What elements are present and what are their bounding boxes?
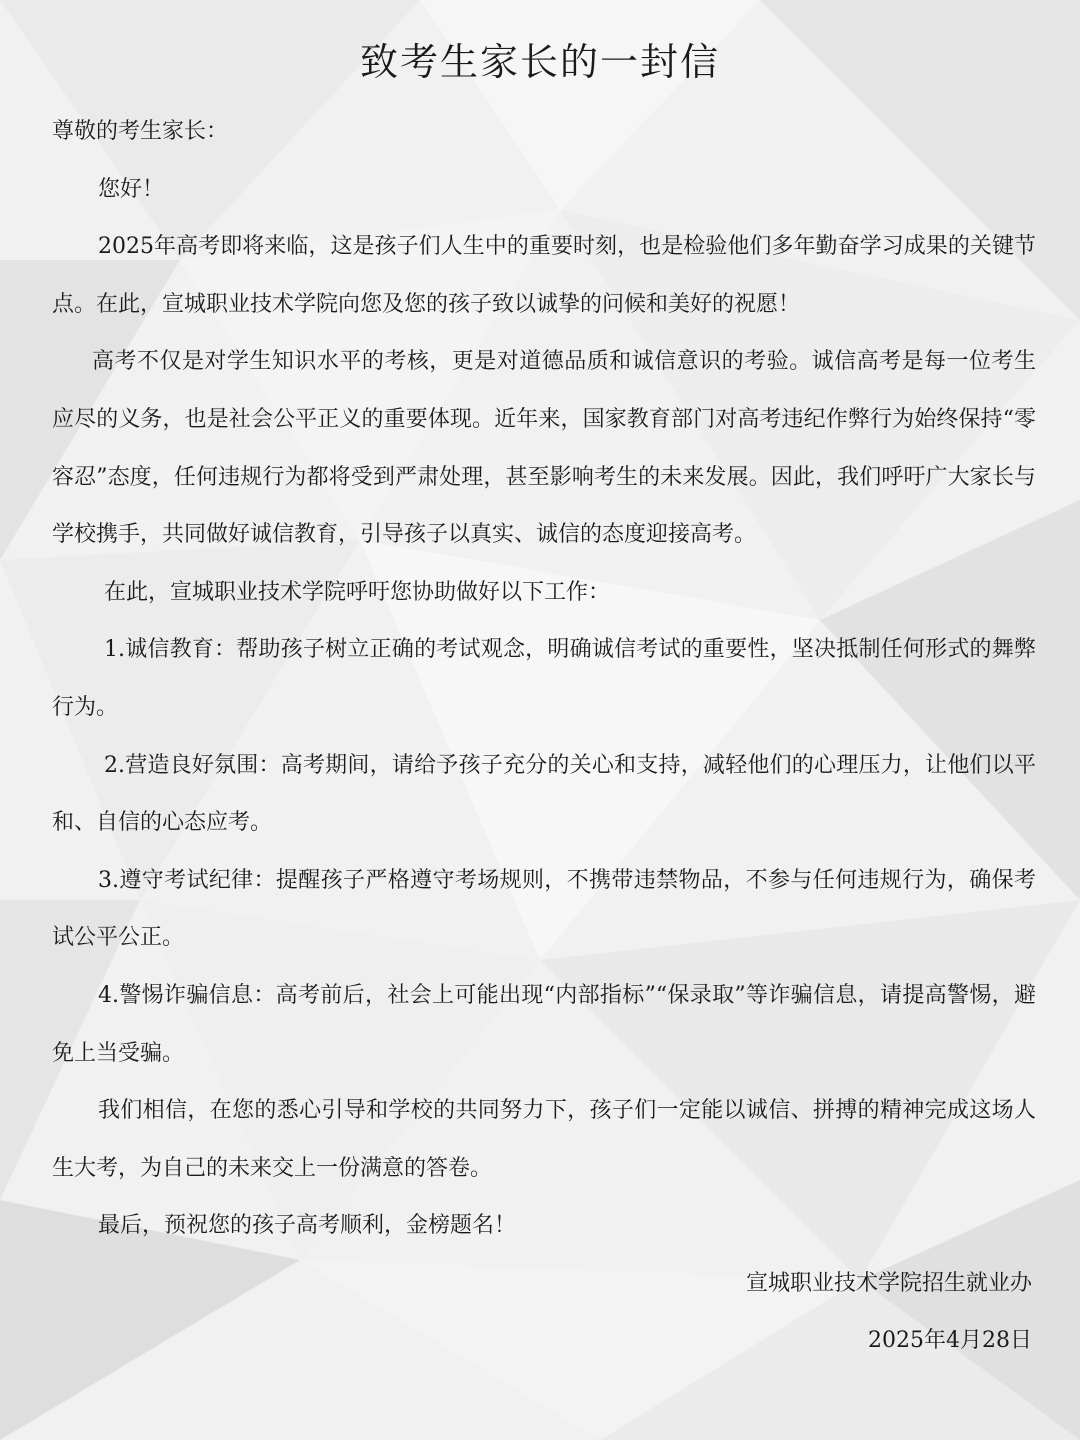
list-item-3: 3.遵守考试纪律：提醒孩子严格遵守考场规则，不携带违禁物品，不参与任何违规行为，确保考试公平公正。 <box>52 867 1036 951</box>
list-item-1: 1.诚信教育：帮助孩子树立正确的考试观念，明确诚信考试的重要性，坚决抵制任何形式的舞弊行为。 <box>52 637 1036 720</box>
paragraph-integrity: 高考不仅是对学生知识水平的考核，更是对道德品质和诚信意识的考验。诚信高考是每一位考生应尽的义务，也是社会公平正义的重要体现。近年来，国家教育部门对高考违纪作弊行为始终保持“零容忍”态度，任何违规行为都将受到严肃处理，甚至影响考生的未来发展。因此，我们呼吁广大家长与学校携手，共同做好诚信教育，引导孩子以真实、诚信的态度迎接高考。 <box>52 349 1036 548</box>
paragraph-request: 在此，宣城职业技术学院呼吁您协助做好以下工作： <box>104 579 611 605</box>
signature: 宣城职业技术学院招生就业办 <box>745 1270 1032 1296</box>
paragraph-intro: 2025年高考即将来临，这是孩子们人生中的重要时刻，也是检验他们多年勤奋学习成果的关键节点。在此，宣城职业技术学院向您及您的孩子致以诚挚的问候和美好的祝愿！ <box>52 234 1036 317</box>
letter-body <box>52 103 1036 1370</box>
letter-date: 2025年4月28日 <box>868 1328 1032 1354</box>
greeting: 您好！ <box>98 176 165 202</box>
salutation: 尊敬的考生家长： <box>52 119 229 144</box>
paragraph-belief: 我们相信，在您的悉心引导和学校的共同努力下，孩子们一定能以诚信、拼搏的精神完成这场人生大考，为自己的未来交上一份满意的答卷。 <box>52 1098 1036 1181</box>
list-item-4: 4.警惕诈骗信息：高考前后，社会上可能出现“内部指标”“保录取”等诈骗信息，请提高警惕，避免上当受骗。 <box>52 982 1036 1066</box>
letter-title: 致考生家长的一封信 <box>359 40 720 84</box>
paragraph-closing: 最后，预祝您的孩子高考顺利，金榜题名！ <box>98 1213 517 1239</box>
list-item-2: 2.营造良好氛围：高考期间，请给予孩子充分的关心和支持，减轻他们的心理压力，让他们以平和、自信的心态应考。 <box>52 752 1036 836</box>
